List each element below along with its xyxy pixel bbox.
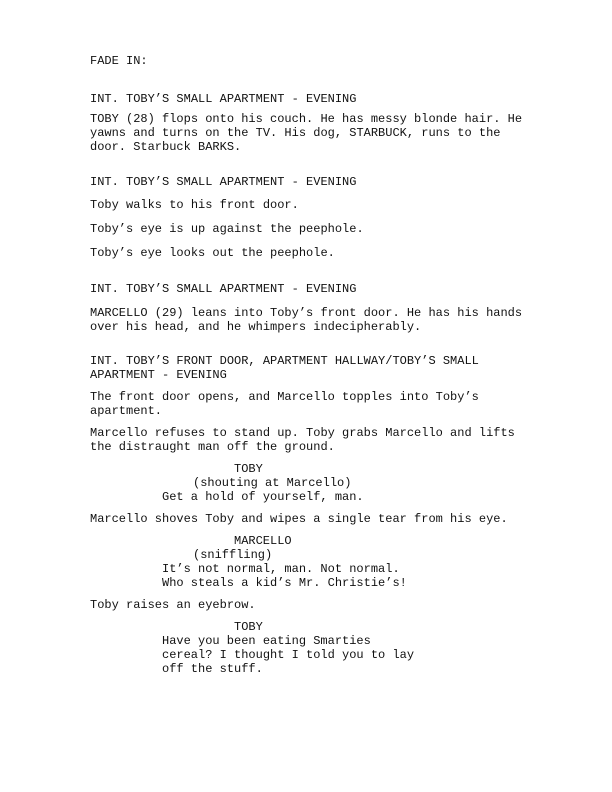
dialogue-line: It’s not normal, man. Not normal. (162, 562, 400, 576)
scene-heading: APARTMENT - EVENING (90, 368, 227, 382)
dialogue-line: Get a hold of yourself, man. (162, 490, 364, 504)
scene-heading: INT. TOBY’S FRONT DOOR, APARTMENT HALLWAY/TOBY’S SMALL (90, 354, 479, 368)
transition: FADE IN: (90, 54, 148, 68)
action-line: Toby walks to his front door. (90, 198, 299, 212)
scene-heading: INT. TOBY’S SMALL APARTMENT - EVENING (90, 92, 357, 106)
action-line: over his head, and he whimpers indecipherably. (90, 320, 422, 334)
action-line: apartment. (90, 404, 163, 418)
action-line: The front door opens, and Marcello topples into Toby’s (90, 390, 479, 404)
dialogue-line: Have you been eating Smarties (162, 634, 371, 648)
action-line: yawns and turns on the TV. His dog, STARBUCK, runs to the (90, 126, 501, 140)
parenthetical: (shouting at Marcello) (193, 476, 352, 490)
dialogue-line: cereal? I thought I told you to lay (162, 648, 415, 662)
action-line: Toby’s eye is up against the peephole. (90, 222, 364, 236)
action-line: Toby raises an eyebrow. (90, 598, 256, 612)
scene-heading: INT. TOBY’S SMALL APARTMENT - EVENING (90, 282, 357, 296)
parenthetical: (sniffling) (193, 548, 273, 562)
scene-heading: INT. TOBY’S SMALL APARTMENT - EVENING (90, 175, 357, 189)
action-line: MARCELLO (29) leans into Toby’s front door. He has his hands (90, 306, 523, 320)
dialogue-line: off the stuff. (162, 662, 263, 676)
action-line: Marcello shoves Toby and wipes a single tear from his eye. (90, 512, 508, 526)
character-name: TOBY (234, 620, 263, 634)
action-line: the distraught man off the ground. (90, 440, 335, 454)
action-line: door. Starbuck BARKS. (90, 140, 242, 154)
action-line: TOBY (28) flops onto his couch. He has messy blonde hair. He (90, 112, 523, 126)
action-line: Marcello refuses to stand up. Toby grabs Marcello and lifts (90, 426, 515, 440)
action-line: Toby’s eye looks out the peephole. (90, 246, 335, 260)
dialogue-line: Who steals a kid’s Mr. Christie’s! (162, 576, 407, 590)
character-name: TOBY (234, 462, 263, 476)
character-name: MARCELLO (234, 534, 292, 548)
